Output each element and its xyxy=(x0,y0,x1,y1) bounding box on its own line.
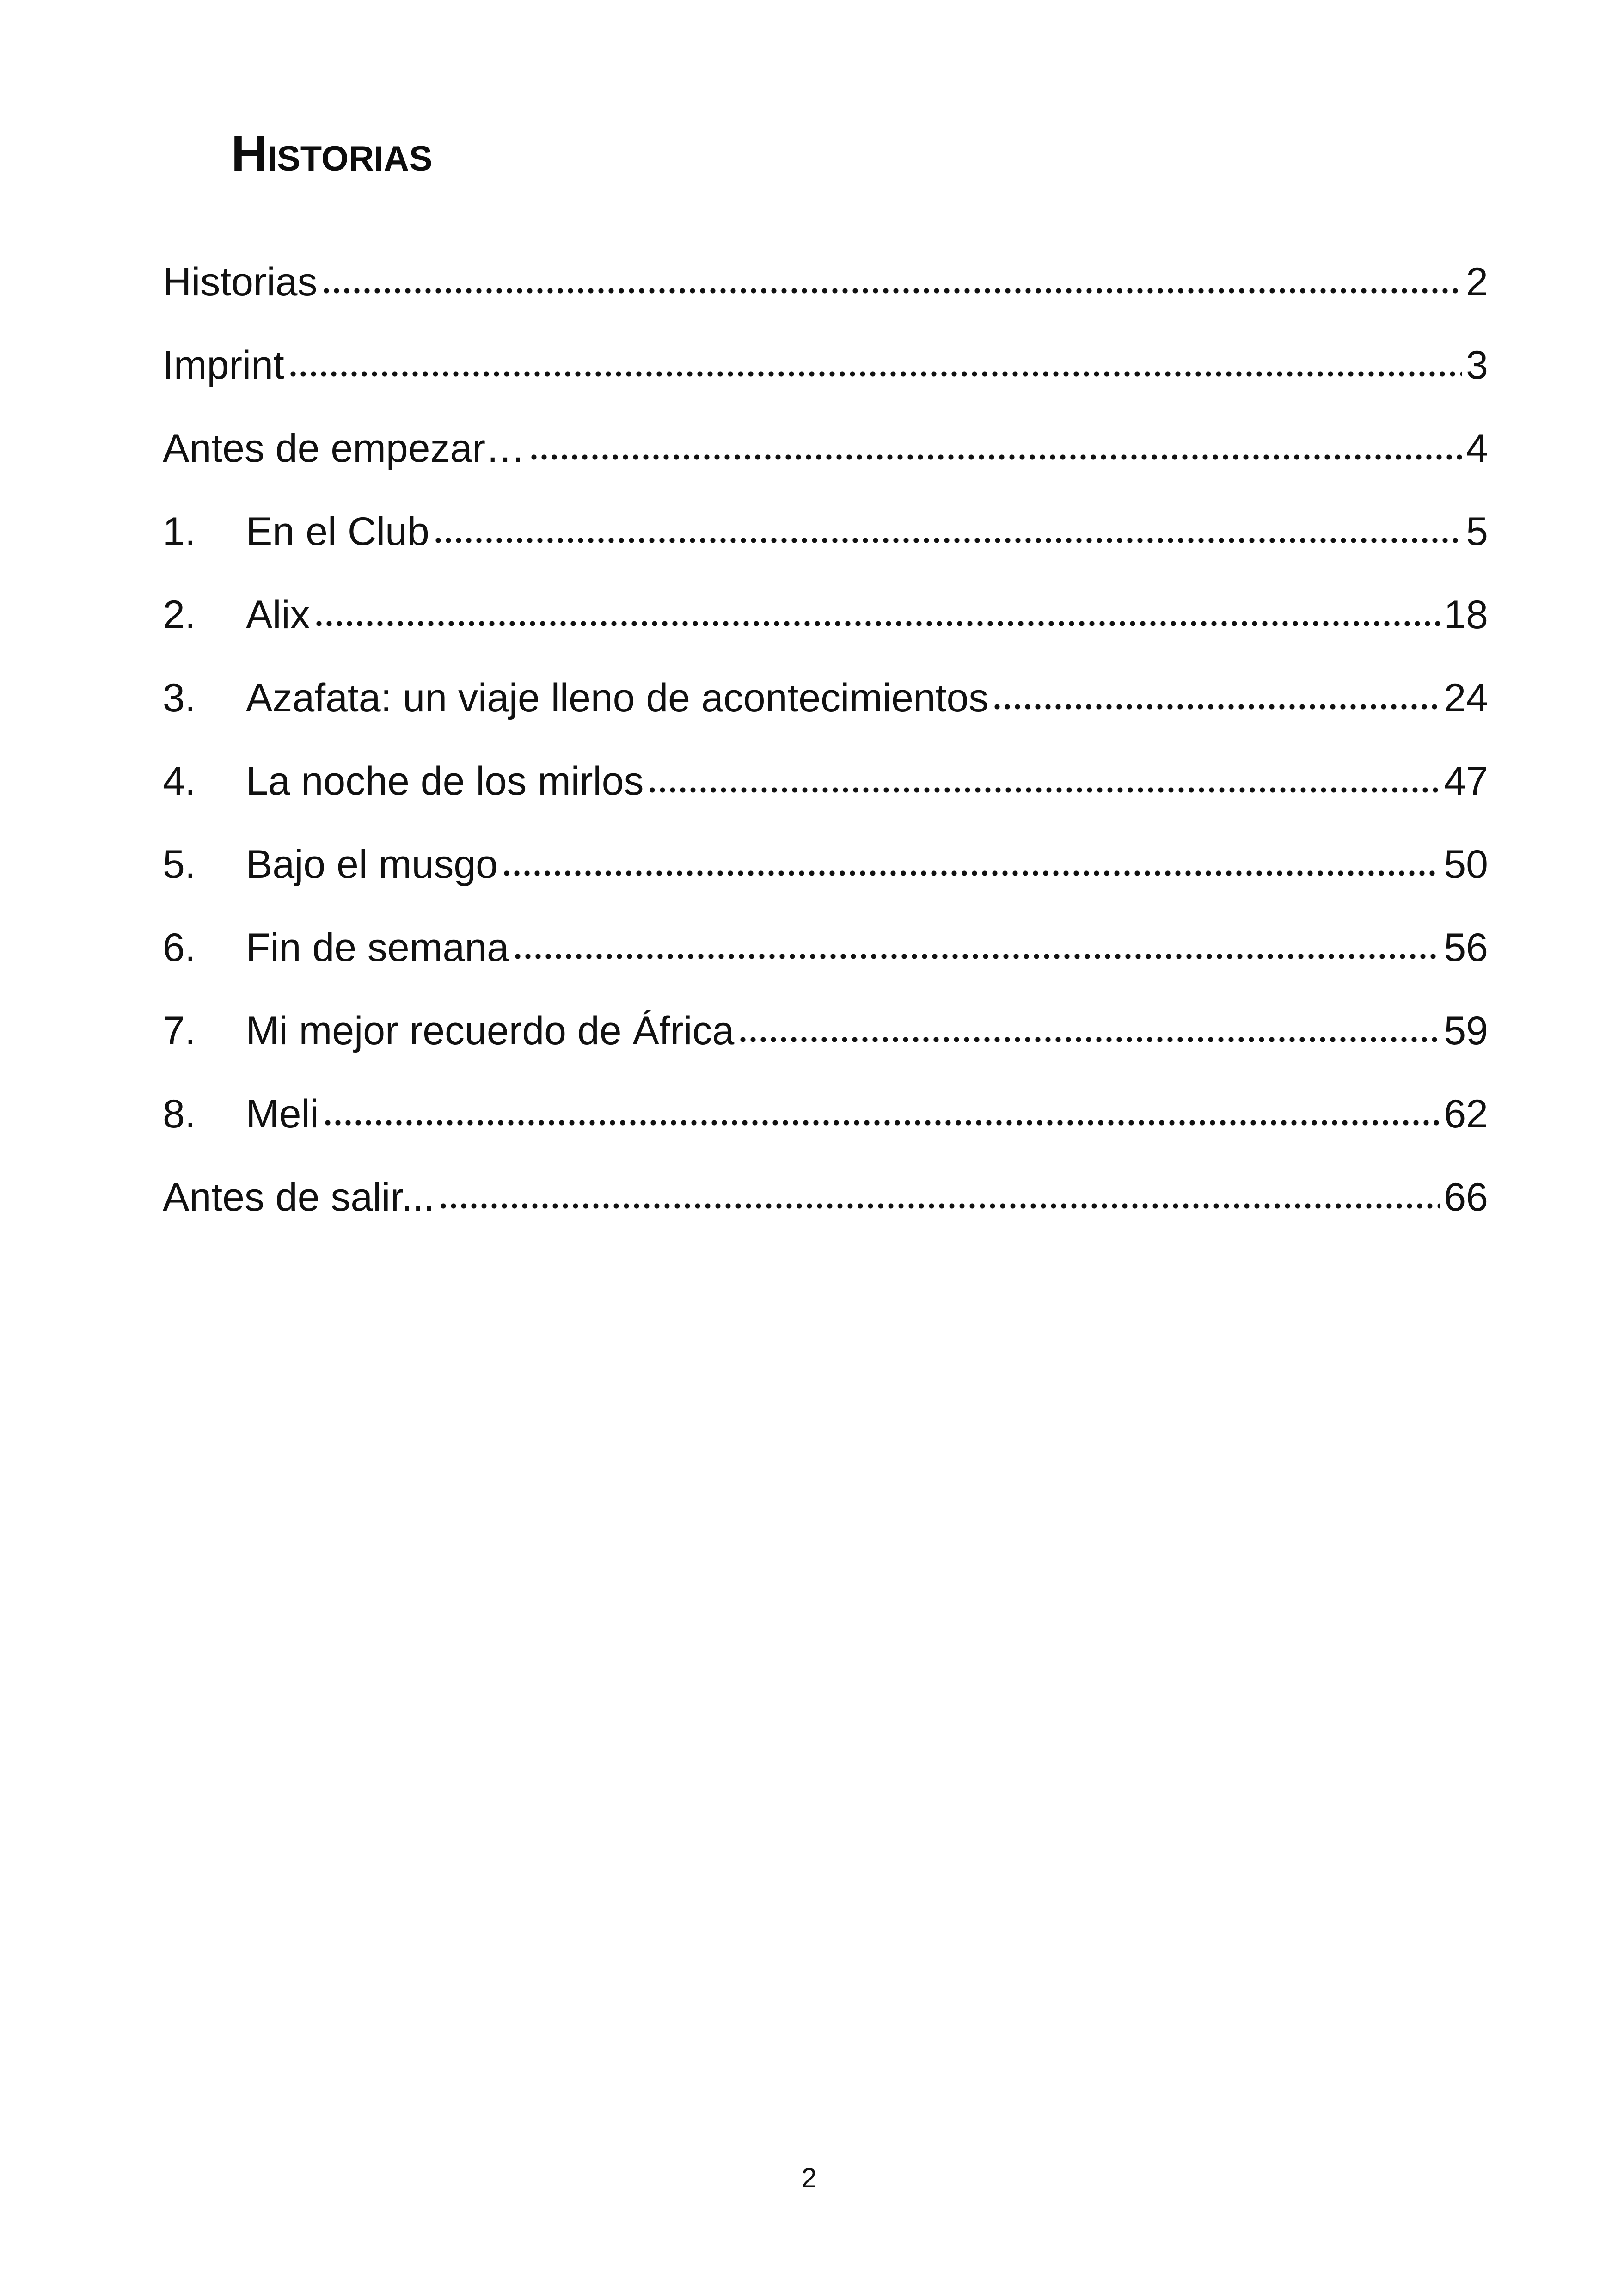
toc-entry-page: 47 xyxy=(1444,759,1488,803)
toc-entry xyxy=(163,414,1488,497)
toc-entry xyxy=(163,830,1488,913)
toc-entry-number: 1. xyxy=(163,509,196,554)
toc-entry-number: 5. xyxy=(163,842,196,887)
toc-entry xyxy=(163,580,1488,663)
toc-entry-page: 18 xyxy=(1444,593,1488,637)
table-of-contents xyxy=(163,247,1488,1246)
toc-entry-page: 24 xyxy=(1444,676,1488,720)
toc-entry-number: 7. xyxy=(163,1009,196,1053)
toc-entry-title: Antes de salir... xyxy=(163,1175,435,1219)
toc-entry xyxy=(163,747,1488,830)
toc-dot-leader xyxy=(323,1118,1440,1127)
toc-dot-leader xyxy=(738,1035,1440,1044)
toc-entry xyxy=(163,247,1488,331)
toc-dot-leader xyxy=(314,619,1440,628)
toc-entry-title: Mi mejor recuerdo de África xyxy=(246,1009,735,1053)
toc-entry xyxy=(163,996,1488,1079)
toc-entry-number: 3. xyxy=(163,676,196,720)
toc-entry xyxy=(163,1079,1488,1163)
toc-entry-page: 4 xyxy=(1466,426,1488,471)
toc-entry-title: Alix xyxy=(246,593,310,637)
toc-dot-leader xyxy=(647,785,1440,795)
toc-entry-title: La noche de los mirlos xyxy=(246,759,644,803)
toc-dot-leader xyxy=(433,536,1462,545)
toc-entry-number: 8. xyxy=(163,1092,196,1136)
toc-entry xyxy=(163,913,1488,996)
toc-entry-page: 56 xyxy=(1444,925,1488,970)
toc-dot-leader xyxy=(502,869,1440,878)
toc-entry xyxy=(163,1163,1488,1246)
toc-entry-title: Meli xyxy=(246,1092,319,1136)
toc-entry-page: 62 xyxy=(1444,1092,1488,1136)
toc-dot-leader xyxy=(288,369,1462,379)
toc-entry-title: Imprint xyxy=(163,343,284,387)
page-number: 2 xyxy=(801,2162,817,2193)
page-title: Historias xyxy=(231,125,433,181)
toc-entry-page: 50 xyxy=(1444,842,1488,887)
toc-entry-page: 5 xyxy=(1466,509,1488,554)
toc-entry-page: 3 xyxy=(1466,343,1488,387)
toc-entry-title: En el Club xyxy=(246,509,429,554)
toc-entry-title: Antes de empezar… xyxy=(163,426,525,471)
toc-entry-page: 2 xyxy=(1466,260,1488,304)
toc-dot-leader xyxy=(992,702,1440,711)
toc-dot-leader xyxy=(321,286,1463,295)
toc-dot-leader xyxy=(529,453,1462,462)
toc-entry-page: 59 xyxy=(1444,1009,1488,1053)
toc-entry-title: Bajo el musgo xyxy=(246,842,498,887)
toc-dot-leader xyxy=(513,952,1440,961)
toc-entry-number: 6. xyxy=(163,925,196,970)
toc-entry-number: 2. xyxy=(163,593,196,637)
toc-entry xyxy=(163,331,1488,414)
toc-entry xyxy=(163,663,1488,747)
toc-entry-title: Fin de semana xyxy=(246,925,509,970)
toc-entry-number: 4. xyxy=(163,759,196,803)
toc-entry-title: Azafata: un viaje lleno de acontecimientos xyxy=(246,676,989,720)
toc-entry-title: Historias xyxy=(163,260,318,304)
toc-entry-page: 66 xyxy=(1444,1175,1488,1219)
toc-dot-leader xyxy=(438,1201,1440,1211)
toc-entry xyxy=(163,497,1488,580)
